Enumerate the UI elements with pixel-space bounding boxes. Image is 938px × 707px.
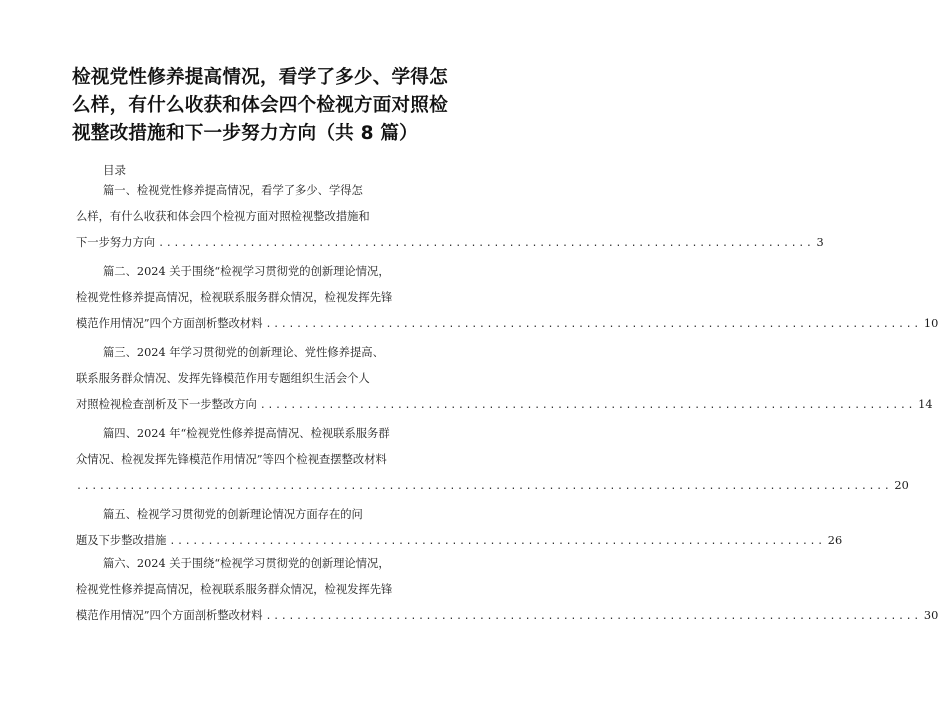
- toc-page-number: 20: [894, 479, 909, 492]
- toc-entry-line: 检视党性修养提高情况，检视联系服务群众情况，检视发挥先锋: [76, 291, 393, 304]
- toc-entry-leader-line: [76, 397, 933, 414]
- toc-entry-line: 众情况、检视发挥先锋模范作用情况”等四个检视查摆整改材料: [76, 453, 387, 466]
- toc-entry-line: 篇二、2024 关于围绕“检视学习贯彻党的创新理论情况，: [103, 265, 390, 278]
- title-line: 么样，有什么收获和体会四个检视方面对照检: [72, 95, 448, 116]
- toc-entry-line: 篇四、2024 年“检视党性修养提高情况、检视联系服务群: [103, 427, 390, 440]
- toc-entry-leader-line: [76, 316, 938, 333]
- dot-leader: ......................................................................................: [265, 611, 921, 622]
- toc-entry-line: 检视党性修养提高情况，检视联系服务群众情况，检视发挥先锋: [76, 583, 393, 596]
- dot-leader: ......................................................................................: [158, 238, 814, 249]
- toc-entry-line: 下一步努力方向: [76, 236, 156, 249]
- toc-entry-leader-line: [76, 608, 938, 625]
- toc-page-number: 26: [827, 534, 843, 547]
- toc-page-number: 3: [816, 236, 824, 249]
- dot-leader: ......................................................................................: [265, 319, 921, 330]
- toc-page-number: 10: [923, 317, 938, 330]
- toc-entry-line: 题及下步整改措施: [76, 534, 167, 547]
- toc-heading: 目录: [103, 163, 126, 177]
- toc-entry-line: 模范作用情况”四个方面剖析整改材料: [76, 609, 263, 622]
- toc-page-number: 14: [918, 398, 933, 411]
- toc-page-number: 30: [923, 609, 938, 622]
- toc-entry-line: 篇三、2024 年学习贯彻党的创新理论、党性修养提高、: [103, 346, 384, 359]
- toc-entry-line: 篇六、2024 关于围绕“检视学习贯彻党的创新理论情况，: [103, 557, 390, 570]
- toc-entry-leader-line: [76, 533, 843, 550]
- toc-entry-line: 对照检视检查剖析及下一步整改方向: [76, 398, 257, 411]
- toc-entry-line: 篇五、检视学习贯彻党的创新理论情况方面存在的问: [103, 508, 363, 521]
- toc-entry-line: 联系服务群众情况、发挥先锋模范作用专题组织生活会个人: [76, 372, 370, 385]
- toc-entry-leader-line: [76, 235, 824, 252]
- dot-leader: ...........................................................................................................: [76, 481, 892, 492]
- toc-entry-line: 篇一、检视党性修养提高情况，看学了多少、学得怎: [103, 184, 363, 197]
- title-line: 检视党性修养提高情况，看学了多少、学得怎: [72, 67, 448, 88]
- dot-leader: ......................................................................................: [259, 400, 916, 411]
- toc-entry-leader-line: [76, 478, 909, 495]
- title-line: 视整改措施和下一步努力方向（共 8 篇）: [72, 123, 418, 144]
- toc-entry-line: 模范作用情况”四个方面剖析整改材料: [76, 317, 263, 330]
- toc-entry-line: 么样，有什么收获和体会四个检视方面对照检视整改措施和: [76, 210, 370, 223]
- dot-leader: ......................................................................................: [169, 536, 825, 547]
